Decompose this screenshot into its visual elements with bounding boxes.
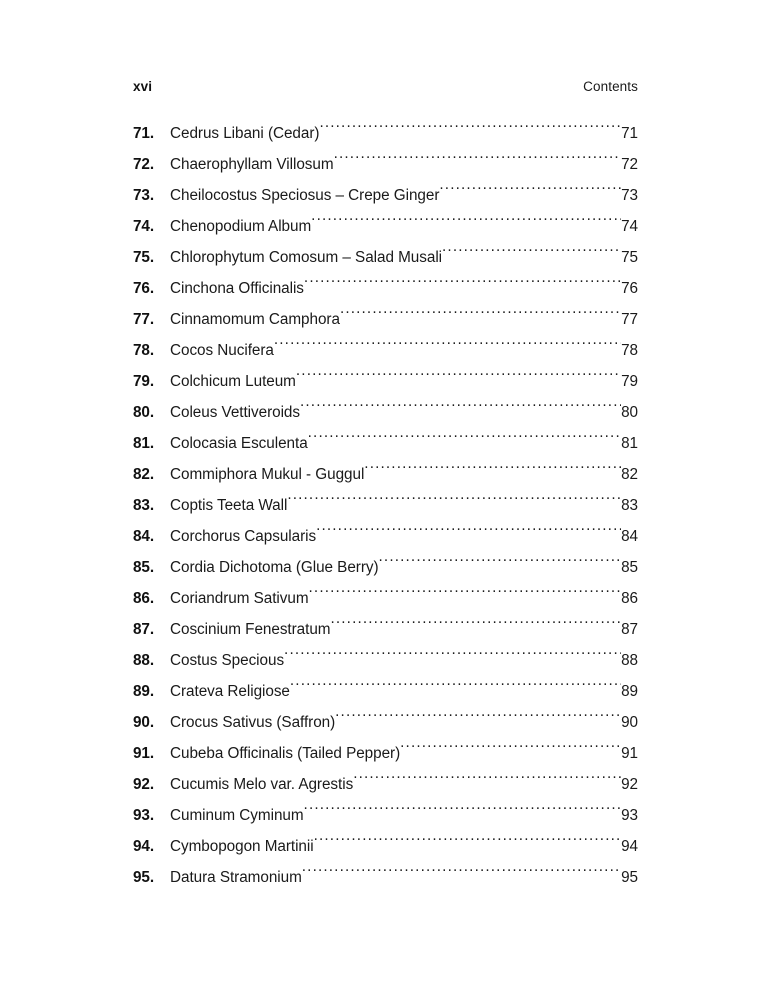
toc-entry[interactable]: [133, 862, 638, 893]
toc-entry-title: Chlorophytum Comosum – Salad Musali: [170, 249, 443, 266]
toc-entry-page-number: 72: [621, 156, 638, 173]
toc-entry[interactable]: [133, 397, 638, 428]
toc-entry-number: 86.: [133, 590, 154, 607]
dot-leader: [274, 340, 621, 355]
toc-entry[interactable]: [133, 769, 638, 800]
toc-entry[interactable]: [133, 521, 638, 552]
toc-entry[interactable]: [133, 645, 638, 676]
toc-entry-page-number: 81: [621, 435, 638, 452]
toc-entry-title: Commiphora Mukul - Guggul: [170, 466, 365, 483]
dot-leader: [304, 805, 622, 820]
toc-entry[interactable]: [133, 118, 638, 149]
toc-entry-number: 94.: [133, 838, 154, 855]
table-of-contents: [133, 118, 638, 893]
toc-entry-number: 79.: [133, 373, 154, 390]
dot-leader: [330, 619, 621, 634]
toc-entry-title: Colocasia Esculenta: [170, 435, 308, 452]
toc-entry-title: Cheilocostus Speciosus – Crepe Ginger: [170, 187, 440, 204]
toc-entry-title: Cordia Dichotoma (Glue Berry): [170, 559, 379, 576]
running-head-label: Contents: [583, 79, 638, 94]
toc-entry-title: Crocus Sativus (Saffron): [170, 714, 336, 731]
toc-entry-page-number: 85: [621, 559, 638, 576]
toc-entry-page-number: 73: [621, 187, 638, 204]
toc-entry-page-number: 71: [621, 125, 638, 142]
toc-entry-number: 89.: [133, 683, 154, 700]
dot-leader: [309, 588, 622, 603]
toc-entry-number: 85.: [133, 559, 154, 576]
toc-entry-title: Cuminum Cyminum: [170, 807, 304, 824]
toc-entry-number: 84.: [133, 528, 154, 545]
dot-leader: [335, 712, 621, 727]
toc-entry-number: 95.: [133, 869, 154, 886]
toc-entry-page-number: 90: [621, 714, 638, 731]
toc-entry-number: 80.: [133, 404, 154, 421]
toc-entry-title: Cedrus Libani (Cedar): [170, 125, 320, 142]
toc-entry[interactable]: [133, 335, 638, 366]
running-head: [133, 78, 638, 96]
toc-entry-page-number: 84: [621, 528, 638, 545]
toc-entry-title: Cubeba Officinalis (Tailed Pepper): [170, 745, 401, 762]
toc-entry-title: Cinchona Officinalis: [170, 280, 304, 297]
dot-leader: [284, 650, 621, 665]
dot-leader: [308, 433, 621, 448]
dot-leader: [302, 867, 621, 882]
toc-entry-number: 75.: [133, 249, 154, 266]
dot-leader: [311, 216, 621, 231]
toc-entry-page-number: 79: [621, 373, 638, 390]
toc-entry[interactable]: [133, 366, 638, 397]
toc-entry[interactable]: [133, 831, 638, 862]
toc-entry-page-number: 87: [621, 621, 638, 638]
toc-entry-title: Datura Stramonium: [170, 869, 302, 886]
toc-entry-page-number: 92: [621, 776, 638, 793]
toc-entry-title: Crateva Religiose: [170, 683, 290, 700]
toc-entry[interactable]: [133, 490, 638, 521]
toc-entry-title: Corchorus Capsularis: [170, 528, 317, 545]
toc-entry-page-number: 80: [621, 404, 638, 421]
toc-entry-title: Costus Specious: [170, 652, 285, 669]
toc-entry[interactable]: [133, 738, 638, 769]
toc-entry-page-number: 77: [621, 311, 638, 328]
dot-leader: [287, 495, 621, 510]
toc-entry-number: 78.: [133, 342, 154, 359]
toc-entry-page-number: 86: [621, 590, 638, 607]
toc-entry-number: 82.: [133, 466, 154, 483]
dot-leader: [296, 371, 621, 386]
toc-entry[interactable]: [133, 800, 638, 831]
toc-entry[interactable]: [133, 149, 638, 180]
toc-entry-title: Cymbopogon Martinii: [170, 838, 314, 855]
toc-entry-number: 87.: [133, 621, 154, 638]
dot-leader: [316, 526, 621, 541]
toc-entry-number: 88.: [133, 652, 154, 669]
dot-leader: [334, 154, 622, 169]
toc-entry-number: 72.: [133, 156, 154, 173]
dot-leader: [340, 309, 621, 324]
dot-leader: [442, 247, 621, 262]
toc-entry-number: 81.: [133, 435, 154, 452]
toc-entry-number: 92.: [133, 776, 154, 793]
toc-entry-page-number: 89: [621, 683, 638, 700]
toc-entry[interactable]: [133, 552, 638, 583]
dot-leader: [314, 836, 621, 851]
toc-entry-page-number: 82: [621, 466, 638, 483]
toc-entry-page-number: 83: [621, 497, 638, 514]
toc-entry[interactable]: [133, 428, 638, 459]
toc-entry-number: 76.: [133, 280, 154, 297]
dot-leader: [364, 464, 621, 479]
toc-entry-title: Cucumis Melo var. Agrestis: [170, 776, 354, 793]
toc-entry[interactable]: [133, 676, 638, 707]
dot-leader: [353, 774, 621, 789]
toc-entry-page-number: 88: [621, 652, 638, 669]
toc-entry[interactable]: [133, 583, 638, 614]
toc-entry-title: Cocos Nucifera: [170, 342, 274, 359]
toc-entry-title: Coriandrum Sativum: [170, 590, 309, 607]
toc-entry-title: Coptis Teeta Wall: [170, 497, 288, 514]
dot-leader: [400, 743, 621, 758]
dot-leader: [439, 185, 621, 200]
toc-entry[interactable]: [133, 614, 638, 645]
toc-entry-page-number: 75: [621, 249, 638, 266]
toc-entry-title: Coleus Vettiveroids: [170, 404, 300, 421]
toc-entry-page-number: 74: [621, 218, 638, 235]
toc-entry-number: 91.: [133, 745, 154, 762]
dot-leader: [290, 681, 621, 696]
toc-entry[interactable]: [133, 273, 638, 304]
dot-leader: [319, 123, 621, 138]
toc-entry-title: Chenopodium Album: [170, 218, 312, 235]
toc-entry-number: 93.: [133, 807, 154, 824]
toc-entry-page-number: 78: [621, 342, 638, 359]
toc-entry-number: 74.: [133, 218, 154, 235]
toc-entry-title: Chaerophyllam Villosum: [170, 156, 334, 173]
dot-leader: [304, 278, 621, 293]
toc-entry-title: Cinnamomum Camphora: [170, 311, 340, 328]
toc-entry-page-number: 91: [621, 745, 638, 762]
toc-entry[interactable]: [133, 459, 638, 490]
toc-entry-page-number: 93: [621, 807, 638, 824]
toc-entry-number: 71.: [133, 125, 154, 142]
toc-entry[interactable]: [133, 242, 638, 273]
toc-entry[interactable]: [133, 180, 638, 211]
toc-entry-number: 73.: [133, 187, 154, 204]
toc-entry-title: Coscinium Fenestratum: [170, 621, 331, 638]
toc-entry[interactable]: [133, 707, 638, 738]
toc-entry[interactable]: [133, 211, 638, 242]
toc-entry-page-number: 76: [621, 280, 638, 297]
toc-entry-number: 90.: [133, 714, 154, 731]
toc-entry-page-number: 95: [621, 869, 638, 886]
toc-entry-number: 77.: [133, 311, 154, 328]
toc-entry-title: Colchicum Luteum: [170, 373, 296, 390]
page-folio: xvi: [133, 79, 153, 94]
toc-entry[interactable]: [133, 304, 638, 335]
toc-entry-number: 83.: [133, 497, 154, 514]
dot-leader: [300, 402, 621, 417]
dot-leader: [379, 557, 622, 572]
toc-entry-page-number: 94: [621, 838, 638, 855]
